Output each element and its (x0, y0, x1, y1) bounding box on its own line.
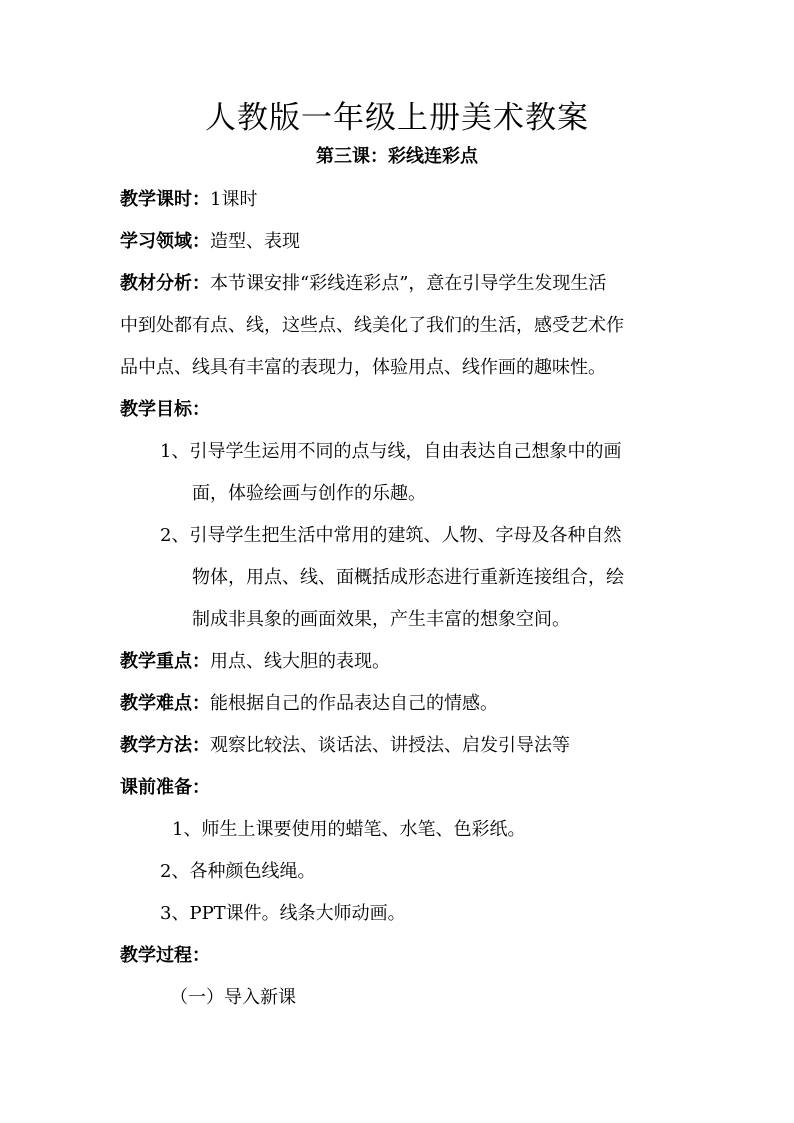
prep-label: 课前准备： (120, 777, 210, 798)
process-label: 教学过程： (120, 945, 210, 966)
methods-label: 教学方法： (120, 735, 210, 756)
process-section-1: （一）导入新课 (170, 987, 296, 1008)
goal-item-1 (160, 440, 621, 464)
analysis-line-3: 品中点、线具有丰富的表现力，体验用点、线作画的趣味性。 (120, 357, 606, 378)
document-title: 人教版一年级上册美术教案 (205, 100, 589, 136)
focus-row (120, 650, 680, 674)
difficulty-value: 能根据自己的作品表达自己的情感。 (210, 693, 498, 714)
difficulty-label: 教学难点： (120, 693, 210, 714)
domain-value: 造型、表现 (210, 231, 300, 252)
analysis-row (120, 272, 680, 296)
prep-item-1: 1、师生上课要使用的蜡笔、水笔、色彩纸。 (172, 819, 526, 840)
prep-item-2: 2、各种颜色线绳。 (160, 861, 316, 882)
goal-line: 引导学生运用不同的点与线，自由表达自己想象中的画 (189, 441, 622, 462)
goal-item-1-line-2: 面，体验绘画与创作的乐趣。 (192, 483, 426, 504)
goal-item-2 (160, 524, 621, 548)
goal-item-2-line-3: 制成非具象的画面效果，产生丰富的想象空间。 (192, 609, 570, 630)
prep-item-3: 3、PPT课件。线条大师动画。 (160, 903, 406, 924)
hours-label: 教学课时： (120, 189, 210, 210)
methods-row (120, 734, 680, 758)
analysis-line-2: 中到处都有点、线，这些点、线美化了我们的生活，感受艺术作 (120, 315, 624, 336)
goal-number: 2、 (160, 525, 190, 546)
domain-row (120, 230, 680, 254)
methods-value: 观察比较法、谈话法、讲授法、启发引导法等 (210, 735, 570, 756)
lesson-subtitle: 第三课：彩线连彩点 (316, 146, 478, 167)
analysis-label: 教材分析： (120, 273, 210, 294)
goal-number: 1、 (160, 441, 190, 462)
focus-label: 教学重点： (120, 651, 210, 672)
goal-item-2-line-2: 物体，用点、线、面概括成形态进行重新连接组合，绘 (192, 567, 624, 588)
difficulty-row (120, 692, 680, 716)
goal-line: 引导学生把生活中常用的建筑、人物、字母及各种自然 (189, 525, 622, 546)
hours-value: 1课时 (210, 189, 258, 210)
domain-label: 学习领域： (120, 231, 210, 252)
hours-row (120, 188, 680, 212)
focus-value: 用点、线大胆的表现。 (210, 651, 390, 672)
goals-label: 教学目标： (120, 399, 210, 420)
analysis-line-1: 本节课安排“彩线连彩点”，意在引导学生发现生活 (210, 273, 607, 294)
